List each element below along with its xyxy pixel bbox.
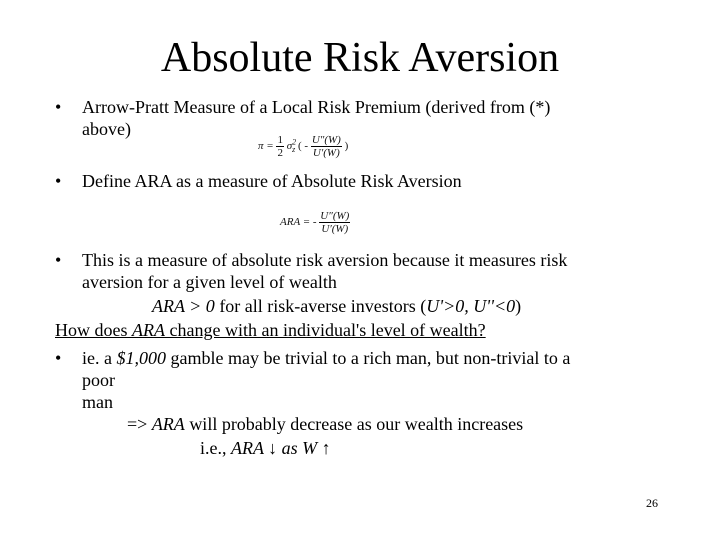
conclusion-ara: ARA (151, 414, 185, 434)
bullet-text-line1: This is a measure of absolute risk aversion because it measures risk (82, 250, 568, 270)
ie-line1 (82, 347, 570, 369)
ie-summary-line (200, 437, 331, 459)
bullet-text-line1: Define ARA as a measure of Absolute Risk Aversion (82, 171, 462, 191)
ie-summary-pre: i.e., (200, 438, 231, 458)
sigma-subscript: z (292, 145, 296, 155)
ara-formula-den: U′(W) (321, 223, 349, 235)
formula-sigma (286, 137, 297, 155)
question-ara: ARA (132, 320, 165, 340)
formula-num: U″(W) (311, 134, 341, 146)
conclusion-line (127, 413, 523, 435)
ara-condition-cond: U'>0, U''<0 (426, 296, 516, 316)
question-pre: How does (55, 320, 132, 340)
conclusion-arrow: => (127, 414, 152, 434)
bullet-text-line2: above) (82, 119, 131, 139)
risk-premium-formula (258, 134, 348, 159)
sigma-superscript: 2 (292, 137, 297, 147)
bullet-dot: • (55, 97, 62, 117)
ara-formula-num: U″(W) (320, 210, 350, 222)
ie-summary-rest: ARA ↓ as W ↑ (231, 438, 331, 458)
bullet-text-line1: Arrow-Pratt Measure of a Local Risk Premium (derived from (*) (82, 97, 551, 117)
ara-condition-end: ) (515, 296, 522, 316)
bullet-dot: • (55, 171, 62, 191)
formula-half-num: 1 (277, 134, 283, 146)
bullet-text-line2: aversion for a given level of wealth (82, 272, 337, 292)
formula-half (276, 134, 284, 159)
formula-lhs: π = (258, 140, 274, 153)
ara-condition-mid: for all risk-averse investors ( (214, 296, 427, 316)
ie-post: gamble may be trivial to a rich man, but non-trivial to a (165, 348, 571, 368)
ie-pre: ie. a (82, 348, 117, 368)
ara-condition-ara: ARA > 0 (152, 296, 215, 316)
ara-condition-line (152, 295, 521, 317)
question-post: change with an individual's level of wealth? (165, 320, 486, 340)
ara-formula-ratio (319, 210, 350, 235)
page-number: 26 (646, 496, 658, 510)
ara-formula (280, 210, 350, 235)
formula-utility-ratio (311, 134, 342, 159)
formula-half-den: 2 (277, 147, 283, 159)
conclusion-post: will probably decrease as our wealth increases (184, 414, 524, 434)
ie-amount: $1,000 (116, 348, 166, 368)
slide-title: Absolute Risk Aversion (160, 35, 560, 81)
bullet-dot: • (55, 250, 62, 270)
ara-formula-lhs: ARA = - (280, 216, 317, 229)
bullet-dot: • (55, 348, 62, 368)
formula-open: ( - (298, 140, 309, 153)
ie-line2: poor man (82, 370, 115, 412)
wealth-question (55, 319, 486, 341)
formula-close: ) (344, 140, 349, 153)
formula-den: U′(W) (312, 147, 340, 159)
sigma-symbol: σ (286, 140, 293, 153)
